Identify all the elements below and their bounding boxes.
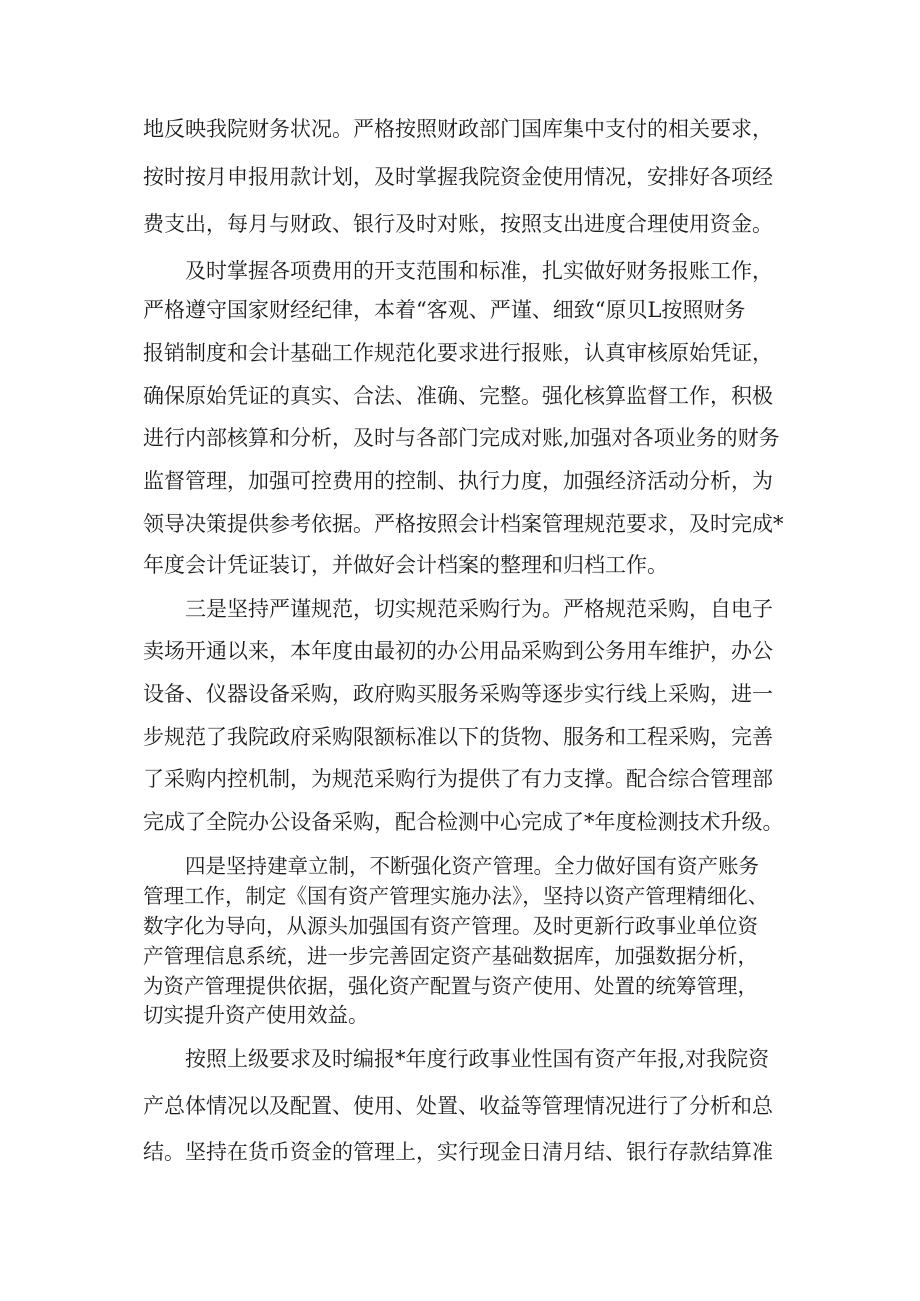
text-line: 结。坚持在货币资金的管理上，实行现金日清月结、银行存款结算准 [143,1140,773,1164]
text-line: 地反映我院财务状况。严格按照财政部门国库集中支付的相关要求， [143,117,773,141]
text-line: 设备、仪器设备采购，政府购买服务采购等逐步实行线上采购，进一 [143,682,773,706]
text-line: 费支出，每月与财政、银行及时对账，按照支出进度合理使用资金。 [143,212,773,236]
text-line: 数字化为导向，从源头加强国有资产管理。及时更新行政事业单位资 [143,914,758,938]
text-line: 按时按月申报用款计划，及时掌握我院资金使用情况，安排好各项经 [143,165,773,189]
text-line: 确保原始凭证的真实、合法、准确、完整。强化核算监督工作，积极 [143,384,773,408]
text-line: 步规范了我院政府采购限额标准以下的货物、服务和工程采购，完善 [143,725,773,749]
text-line: 进行内部核算和分析，及时与各部门完成对账,加强对各项业务的财务 [143,426,780,450]
text-line: 严格遵守国家财经纪律，本着“客观、严谨、细致“原贝L按照财务 [143,298,746,322]
text-line: 及时掌握各项费用的开支范围和标准，扎实做好财务报账工作， [185,259,773,283]
text-line: 为资产管理提供依据，强化资产配置与资产使用、处置的统筹管理， [143,974,758,998]
text-line: 监督管理，加强可控费用的控制、执行力度，加强经济活动分析，为 [143,469,773,493]
text-line: 切实提升资产使用效益。 [143,1003,369,1027]
text-line: 产总体情况以及配置、使用、处置、收益等管理情况进行了分析和总 [143,1094,773,1118]
text-line: 三是坚持严谨规范，切实规范采购行为。严格规范采购，自电子 [185,597,773,621]
text-line: 卖场开通以来，本年度由最初的办公用品采购到公务用车维护，办公 [143,639,773,663]
text-line: 管理工作，制定《国有资产管理实施办法》，坚持以资产管理精细化、 [143,884,769,908]
text-line: 报销制度和会计基础工作规范化要求进行报账，认真审核原始凭证， [143,341,773,365]
text-line: 按照上级要求及时编报*年度行政事业性国有资产年报,对我院资 [185,1047,770,1071]
text-line: 了采购内控机制，为规范采购行为提供了有力支撑。配合综合管理部 [143,767,773,791]
text-line: 四是坚持建章立制，不断强化资产管理。全力做好国有资产账务 [185,854,759,878]
text-line: 完成了全院办公设备采购，配合检测中心完成了*年度检测技术升级。 [143,810,784,834]
text-line: 产管理信息系统，进一步完善固定资产基础数据库，加强数据分析， [143,944,758,968]
text-line: 年度会计凭证装订，并做好会计档案的整理和归档工作。 [143,553,668,577]
text-line: 领导决策提供参考依据。严格按照会计档案管理规范要求，及时完成* [143,512,784,536]
